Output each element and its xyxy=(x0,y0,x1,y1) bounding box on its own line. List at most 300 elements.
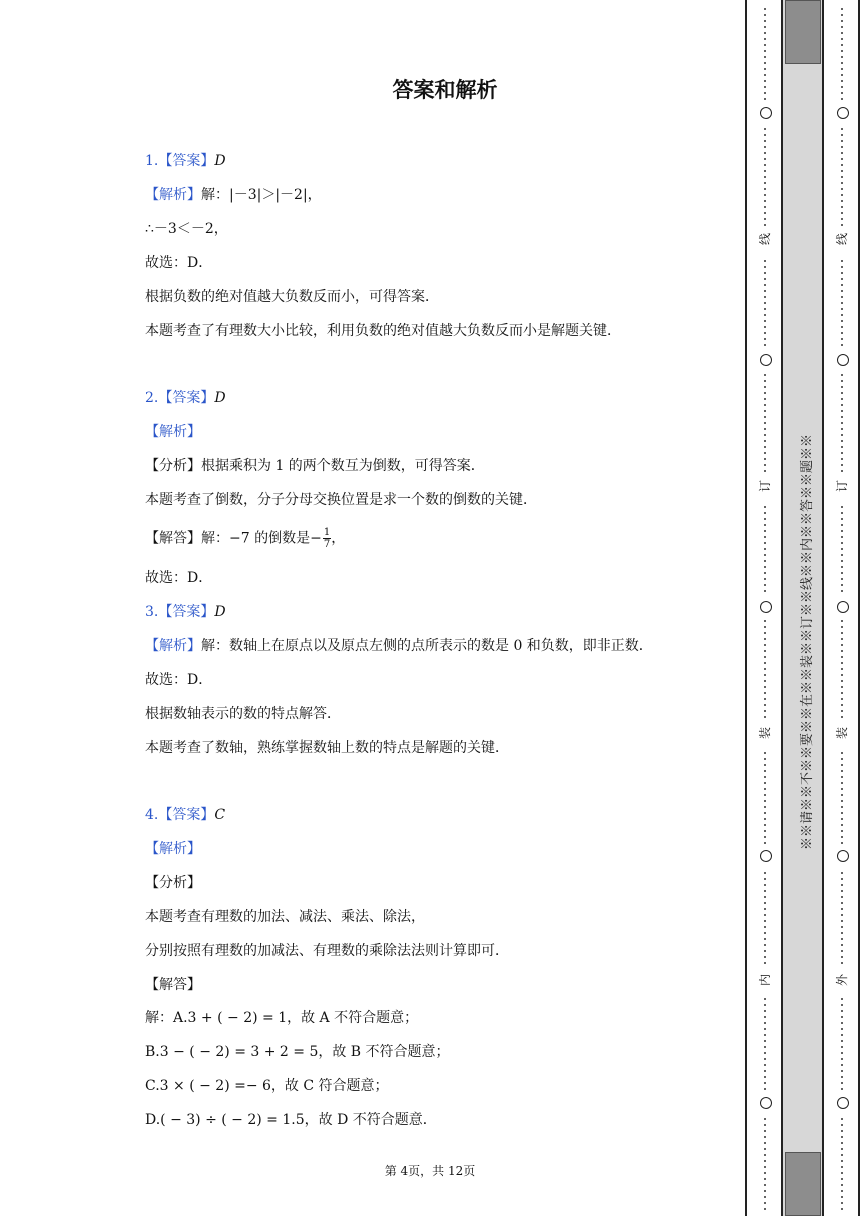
q2-jieda-line xyxy=(145,527,345,550)
binding-dot xyxy=(764,188,766,190)
binding-dot xyxy=(841,716,843,718)
q3-line1: 解：数轴上在原点以及原点左侧的点所表示的数是 0 和负数，即非正数． xyxy=(201,638,653,654)
binding-dot xyxy=(764,1004,766,1006)
binding-dot xyxy=(841,908,843,910)
binding-dot xyxy=(841,440,843,442)
right-label-wai: 外 xyxy=(835,974,849,987)
binding-dot xyxy=(841,260,843,262)
binding-dot xyxy=(841,50,843,52)
binding-dot xyxy=(841,392,843,394)
binding-dot xyxy=(764,1196,766,1198)
binding-dot xyxy=(841,446,843,448)
q1-line1: 解：|－3|＞|－2|， xyxy=(201,187,322,203)
binding-dot xyxy=(764,392,766,394)
binding-dot xyxy=(841,80,843,82)
binding-dot xyxy=(841,170,843,172)
binding-dot xyxy=(764,26,766,28)
binding-dot xyxy=(764,56,766,58)
binding-dot xyxy=(841,140,843,142)
binding-dot xyxy=(764,182,766,184)
q2-answer-label: 2.【答案】 xyxy=(145,390,215,406)
binding-dot xyxy=(841,20,843,22)
left-label-xian: 线 xyxy=(758,233,772,246)
binding-dot xyxy=(841,428,843,430)
binding-dot xyxy=(841,1022,843,1024)
binding-dot xyxy=(764,1022,766,1024)
q1-line3: 故选：D． xyxy=(145,255,213,271)
binding-dot xyxy=(841,530,843,532)
binding-dot xyxy=(841,74,843,76)
q2-jieda-prefix: 【解答】解：−7 的倒数是− xyxy=(145,530,322,547)
binding-dot xyxy=(764,620,766,622)
binding-dot xyxy=(764,1058,766,1060)
binding-dot xyxy=(764,908,766,910)
binding-dot xyxy=(841,308,843,310)
binding-dot xyxy=(764,164,766,166)
binding-dot xyxy=(764,44,766,46)
binding-dot xyxy=(764,812,766,814)
binding-dot xyxy=(764,806,766,808)
q2-answer-value: D xyxy=(214,390,226,406)
binding-dot xyxy=(764,542,766,544)
binding-dot xyxy=(764,1070,766,1072)
binding-dot xyxy=(841,278,843,280)
binding-dot xyxy=(764,1154,766,1156)
binding-dot xyxy=(764,566,766,568)
binding-dot xyxy=(764,1190,766,1192)
binding-dot xyxy=(764,884,766,886)
binding-dot xyxy=(841,872,843,874)
binding-dot xyxy=(841,1124,843,1126)
page-footer: 第 4页，共 12页 xyxy=(384,1164,476,1178)
binding-dot xyxy=(764,506,766,508)
binding-dot xyxy=(841,62,843,64)
q2-line4: 故选：D． xyxy=(145,570,213,586)
binding-dot xyxy=(841,1046,843,1048)
binding-dot xyxy=(764,782,766,784)
binding-dot xyxy=(764,1010,766,1012)
binding-dot xyxy=(841,1082,843,1084)
q2-line2: 本题考查了倒数，分子分母交换位置是求一个数的倒数的关键． xyxy=(145,492,537,508)
binding-dot xyxy=(841,626,843,628)
page-title: 答案和解析 xyxy=(392,78,498,102)
binding-dot xyxy=(841,554,843,556)
binding-dot xyxy=(764,1118,766,1120)
binding-dot xyxy=(764,938,766,940)
binding-dot xyxy=(841,296,843,298)
binding-dot xyxy=(764,416,766,418)
q3-line2: 故选：D． xyxy=(145,672,213,688)
binding-dot xyxy=(764,92,766,94)
binding-circle xyxy=(837,601,849,613)
binding-circle xyxy=(837,850,849,862)
binding-dot xyxy=(764,1028,766,1030)
binding-dot xyxy=(841,836,843,838)
binding-dot xyxy=(841,194,843,196)
binding-dot xyxy=(841,926,843,928)
binding-dot xyxy=(841,452,843,454)
binding-dot xyxy=(841,524,843,526)
binding-dot xyxy=(764,1172,766,1174)
q2-jieda-suffix: ， xyxy=(331,530,346,547)
q2-answer-line xyxy=(145,388,226,408)
binding-dot xyxy=(841,896,843,898)
binding-dot xyxy=(764,836,766,838)
binding-dot xyxy=(764,176,766,178)
binding-dot xyxy=(841,590,843,592)
binding-dot xyxy=(764,926,766,928)
binding-dot xyxy=(764,308,766,310)
left-label-nei: 内 xyxy=(758,974,772,987)
binding-dot xyxy=(764,638,766,640)
binding-dot xyxy=(764,1208,766,1210)
binding-dot xyxy=(764,1202,766,1204)
binding-dot xyxy=(841,188,843,190)
binding-dot xyxy=(764,1064,766,1066)
binding-dot xyxy=(841,1160,843,1162)
binding-dot xyxy=(841,1058,843,1060)
binding-dot xyxy=(764,914,766,916)
binding-dot xyxy=(841,146,843,148)
binding-dot xyxy=(764,800,766,802)
binding-dot xyxy=(841,914,843,916)
binding-circle xyxy=(760,1097,772,1109)
binding-dot xyxy=(764,920,766,922)
binding-circle xyxy=(760,354,772,366)
binding-dot xyxy=(841,638,843,640)
binding-dot xyxy=(841,1010,843,1012)
binding-dot xyxy=(764,326,766,328)
binding-dot xyxy=(841,584,843,586)
binding-dot xyxy=(764,80,766,82)
binding-dot xyxy=(841,518,843,520)
binding-dot xyxy=(764,440,766,442)
q1-line2: ∴－3＜－2， xyxy=(145,221,228,237)
binding-dot xyxy=(841,1004,843,1006)
binding-dot xyxy=(841,380,843,382)
binding-dot xyxy=(764,140,766,142)
binding-dot xyxy=(841,176,843,178)
binding-dot xyxy=(764,650,766,652)
binding-dot xyxy=(764,548,766,550)
binding-circle xyxy=(837,107,849,119)
q3-line3: 根据数轴表示的数的特点解答． xyxy=(145,706,341,722)
q4-fenxi: 【分析】 xyxy=(145,875,201,891)
binding-dot xyxy=(841,632,843,634)
binding-dot xyxy=(841,272,843,274)
binding-dot xyxy=(764,716,766,718)
binding-dot xyxy=(841,878,843,880)
binding-dot xyxy=(764,668,766,670)
q3-answer-value: D xyxy=(214,604,226,620)
binding-dot xyxy=(764,680,766,682)
binding-dot xyxy=(841,644,843,646)
binding-dot xyxy=(764,380,766,382)
binding-dot xyxy=(841,1028,843,1030)
binding-dot xyxy=(841,512,843,514)
binding-dot xyxy=(841,464,843,466)
binding-dot xyxy=(764,536,766,538)
binding-dot xyxy=(764,272,766,274)
binding-dot xyxy=(841,830,843,832)
q1-jiexi-label: 【解析】 xyxy=(145,187,201,203)
binding-dot xyxy=(841,284,843,286)
binding-dot xyxy=(764,524,766,526)
q2-fraction xyxy=(323,527,331,550)
binding-dot xyxy=(764,284,766,286)
binding-dot xyxy=(764,956,766,958)
binding-dot xyxy=(764,1034,766,1036)
binding-dot xyxy=(764,302,766,304)
binding-dot xyxy=(764,776,766,778)
binding-dot xyxy=(764,1184,766,1186)
binding-dot xyxy=(841,182,843,184)
binding-dot xyxy=(764,404,766,406)
binding-dot xyxy=(841,32,843,34)
binding-dot xyxy=(841,1148,843,1150)
binding-dot xyxy=(841,680,843,682)
binding-dot xyxy=(841,1196,843,1198)
q1-answer-line xyxy=(145,151,226,171)
binding-dot xyxy=(841,806,843,808)
binding-dot xyxy=(764,1082,766,1084)
q4-line2: 分别按照有理数的加减法、有理数的乘除法法则计算即可． xyxy=(145,943,509,959)
binding-dot xyxy=(841,566,843,568)
binding-dot xyxy=(764,662,766,664)
binding-dot xyxy=(764,344,766,346)
binding-dot xyxy=(841,1076,843,1078)
seal-band-top-block xyxy=(785,0,821,64)
binding-dot xyxy=(764,452,766,454)
binding-dot xyxy=(764,1016,766,1018)
binding-dot xyxy=(841,536,843,538)
q1-answer-value: D xyxy=(214,153,226,169)
binding-dot xyxy=(841,506,843,508)
binding-dot xyxy=(841,692,843,694)
q3-jiexi-label: 【解析】 xyxy=(145,638,201,654)
binding-dot xyxy=(764,878,766,880)
binding-dot xyxy=(764,152,766,154)
binding-dot xyxy=(764,434,766,436)
binding-dot xyxy=(764,422,766,424)
binding-dot xyxy=(841,704,843,706)
binding-dot xyxy=(764,200,766,202)
binding-dot xyxy=(764,842,766,844)
binding-dot xyxy=(841,1142,843,1144)
binding-dot xyxy=(841,266,843,268)
binding-dot xyxy=(841,8,843,10)
binding-dot xyxy=(841,404,843,406)
binding-dot xyxy=(841,1166,843,1168)
binding-dot xyxy=(764,674,766,676)
binding-dot xyxy=(841,818,843,820)
binding-dot xyxy=(764,512,766,514)
binding-dot xyxy=(841,812,843,814)
binding-dot xyxy=(764,128,766,130)
binding-dot xyxy=(764,62,766,64)
binding-dot xyxy=(841,1130,843,1132)
binding-dot xyxy=(841,698,843,700)
binding-dot xyxy=(764,158,766,160)
binding-dot xyxy=(841,1190,843,1192)
binding-dot xyxy=(764,14,766,16)
binding-dot xyxy=(764,170,766,172)
binding-dot xyxy=(764,830,766,832)
binding-dot xyxy=(764,410,766,412)
binding-dot xyxy=(841,224,843,226)
binding-circle xyxy=(760,107,772,119)
binding-dot xyxy=(764,704,766,706)
binding-dot xyxy=(764,470,766,472)
binding-dot xyxy=(764,644,766,646)
binding-dot xyxy=(841,1202,843,1204)
binding-dot xyxy=(841,416,843,418)
binding-dot xyxy=(841,158,843,160)
binding-dot xyxy=(841,932,843,934)
binding-dot xyxy=(764,398,766,400)
binding-dot xyxy=(764,890,766,892)
binding-dot xyxy=(841,332,843,334)
q4-line1: 本题考查有理数的加法、减法、乘法、除法， xyxy=(145,909,425,925)
binding-dot xyxy=(764,626,766,628)
binding-dot xyxy=(841,1016,843,1018)
binding-dot xyxy=(764,464,766,466)
binding-circle xyxy=(837,1097,849,1109)
binding-dot xyxy=(841,1040,843,1042)
binding-dot xyxy=(841,920,843,922)
q3-answer-line xyxy=(145,602,226,622)
binding-dot xyxy=(764,218,766,220)
binding-dot xyxy=(764,386,766,388)
binding-dot xyxy=(841,1070,843,1072)
q4-lineB: B.3 − ( − 2) = 3 + 2 = 5，故 B 不符合题意； xyxy=(145,1044,450,1060)
binding-dot xyxy=(764,1148,766,1150)
binding-dot xyxy=(764,1040,766,1042)
binding-dot xyxy=(764,692,766,694)
binding-dot xyxy=(841,578,843,580)
binding-dot xyxy=(841,386,843,388)
binding-dot xyxy=(764,656,766,658)
binding-dot xyxy=(764,560,766,562)
q4-jiexi-label: 【解析】 xyxy=(145,841,201,857)
binding-dot xyxy=(841,782,843,784)
binding-dot xyxy=(841,962,843,964)
binding-dot xyxy=(764,332,766,334)
binding-dot xyxy=(841,26,843,28)
binding-dot xyxy=(841,212,843,214)
q1-answer-label: 1.【答案】 xyxy=(145,153,215,169)
binding-dot xyxy=(764,788,766,790)
left-label-ding: 订 xyxy=(758,480,772,493)
binding-dot xyxy=(841,320,843,322)
binding-dot xyxy=(764,578,766,580)
binding-dot xyxy=(764,374,766,376)
binding-dot xyxy=(764,260,766,262)
binding-dot xyxy=(841,1064,843,1066)
binding-dot xyxy=(841,218,843,220)
q4-lineD: D.( − 3) ÷ ( − 2) = 1.5，故 D 不符合题意． xyxy=(145,1112,437,1128)
binding-dot xyxy=(841,542,843,544)
binding-dot xyxy=(841,200,843,202)
binding-dot xyxy=(841,620,843,622)
q2-frac-den: 7 xyxy=(323,539,331,550)
binding-dot xyxy=(841,824,843,826)
binding-dot xyxy=(841,998,843,1000)
binding-dot xyxy=(764,266,766,268)
binding-circle xyxy=(760,850,772,862)
binding-dot xyxy=(841,344,843,346)
binding-dot xyxy=(764,1052,766,1054)
binding-dot xyxy=(841,560,843,562)
right-label-ding: 订 xyxy=(835,480,849,493)
binding-dot xyxy=(841,1088,843,1090)
q4-answer-line xyxy=(145,805,225,825)
binding-dot xyxy=(841,86,843,88)
binding-dot xyxy=(764,584,766,586)
q1-jiexi-line xyxy=(145,185,322,205)
binding-dot xyxy=(841,458,843,460)
binding-dot xyxy=(764,752,766,754)
binding-dot xyxy=(764,824,766,826)
binding-dot xyxy=(764,764,766,766)
binding-dot xyxy=(764,530,766,532)
binding-dot xyxy=(764,428,766,430)
binding-dot xyxy=(841,338,843,340)
binding-dot xyxy=(764,698,766,700)
binding-dot xyxy=(764,758,766,760)
q2-frac-num: 1 xyxy=(323,527,331,538)
binding-dot xyxy=(764,86,766,88)
binding-dot xyxy=(764,146,766,148)
binding-dot xyxy=(841,128,843,130)
binding-dot xyxy=(764,206,766,208)
binding-dot xyxy=(764,902,766,904)
binding-dot xyxy=(841,1136,843,1138)
binding-dot xyxy=(841,776,843,778)
binding-dot xyxy=(764,68,766,70)
binding-dot xyxy=(841,470,843,472)
binding-dot xyxy=(841,710,843,712)
binding-dot xyxy=(764,446,766,448)
binding-dot xyxy=(841,758,843,760)
left-label-zhuang: 装 xyxy=(758,727,772,740)
q4-answer-value: C xyxy=(214,807,226,823)
binding-dot xyxy=(764,1160,766,1162)
binding-dot xyxy=(841,290,843,292)
binding-dot xyxy=(764,572,766,574)
binding-dot xyxy=(764,1142,766,1144)
q1-line4: 根据负数的绝对值越大负数反而小，可得答案． xyxy=(145,289,439,305)
binding-dot xyxy=(764,794,766,796)
seal-band-bottom-block xyxy=(785,1152,821,1216)
binding-dot xyxy=(841,44,843,46)
binding-dot xyxy=(841,1178,843,1180)
binding-dot xyxy=(764,194,766,196)
q1-line5: 本题考查了有理数大小比较，利用负数的绝对值越大负数反而小是解题关键． xyxy=(145,323,621,339)
binding-dot xyxy=(764,1136,766,1138)
binding-dot xyxy=(841,572,843,574)
binding-dot xyxy=(764,998,766,1000)
binding-dot xyxy=(841,938,843,940)
binding-dot xyxy=(841,38,843,40)
binding-dot xyxy=(841,98,843,100)
binding-dot xyxy=(764,38,766,40)
binding-dot xyxy=(841,794,843,796)
binding-dot xyxy=(764,872,766,874)
binding-dot xyxy=(764,32,766,34)
binding-dot xyxy=(764,686,766,688)
binding-dot xyxy=(841,956,843,958)
